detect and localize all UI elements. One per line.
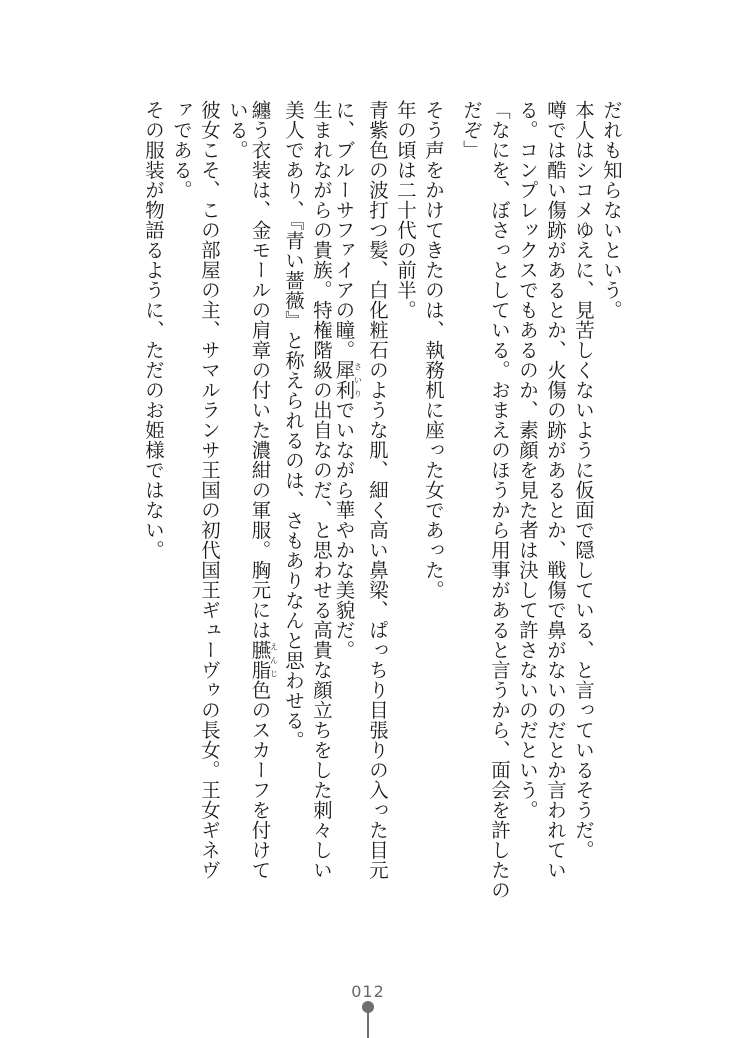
text-line-16: ァである。 (170, 100, 193, 200)
page-number: 012 (351, 982, 385, 1001)
text-line-2: 本人はシコメゆえに、見苦しくないように仮面で隠している、と言っているそうだ。 (572, 100, 595, 860)
line-10-end: でいながら華やかな美貌だ。 (332, 400, 356, 660)
ruby-enji-base: 臙脂 (248, 640, 272, 680)
text-line-10 (331, 100, 363, 940)
text-line-5: 「なにを、ぼさっとしている。おまえのほうから用事があると言うから、面会を許したの (488, 100, 511, 900)
text-line-8: 年の頃は二十代の前半。 (394, 100, 417, 320)
text-line-9: 青紫色の波打つ髪、白化粧石のような肌、細く高い鼻梁、ぱっちり目張りの入った目元 (366, 100, 389, 880)
line-13-end: 色のスカーフを付けて (248, 680, 272, 880)
ruby-enji (248, 640, 278, 680)
text-line-14: いる。 (226, 100, 249, 160)
text-line-11: 生まれながらの貴族。特権階級の出自なのだ、と思わせる高貴な顔立ちをした刺々しい (310, 100, 333, 880)
text-line-3: 噂では酷い傷跡があるとか、火傷の跡があるとか、戦傷で鼻がないのだとか言われてい (544, 100, 567, 880)
ruby-sairi-base: 犀利 (332, 360, 356, 400)
ruby-enji-reading: えんじ (269, 640, 278, 680)
text-line-12: 美人であり、『青い薔薇』と称えられるのは、さもありなんと思わせる。 (282, 100, 305, 751)
page-marker-dot (362, 1001, 374, 1013)
page-marker-line (367, 1010, 369, 1038)
line-10-start: に、ブルーサファイアの瞳。 (332, 100, 356, 360)
text-line-1: だれも知らないという。 (600, 100, 623, 320)
text-line-6: だぞ」 (460, 100, 483, 160)
text-line-13 (247, 100, 279, 940)
line-13-start: 纏う衣装は、金モールの肩章の付いた濃紺の軍服。胸元には (248, 100, 272, 640)
ruby-sairi-reading: さいり (353, 360, 362, 400)
text-line-4: る。コンプレックスでもあるのか、素顔を見た者は決して許さないのだという。 (516, 100, 539, 820)
ruby-sairi (332, 360, 362, 400)
text-line-17: その服装が物語るように、ただのお姫様ではない。 (142, 100, 165, 560)
text-line-15: 彼女こそ、この部屋の主、サマルランサ王国の初代国王ギューヴゥの長女。王女ギネヴ (198, 100, 221, 880)
text-line-7: そう声をかけてきたのは、執務机に座った女であった。 (422, 100, 445, 600)
